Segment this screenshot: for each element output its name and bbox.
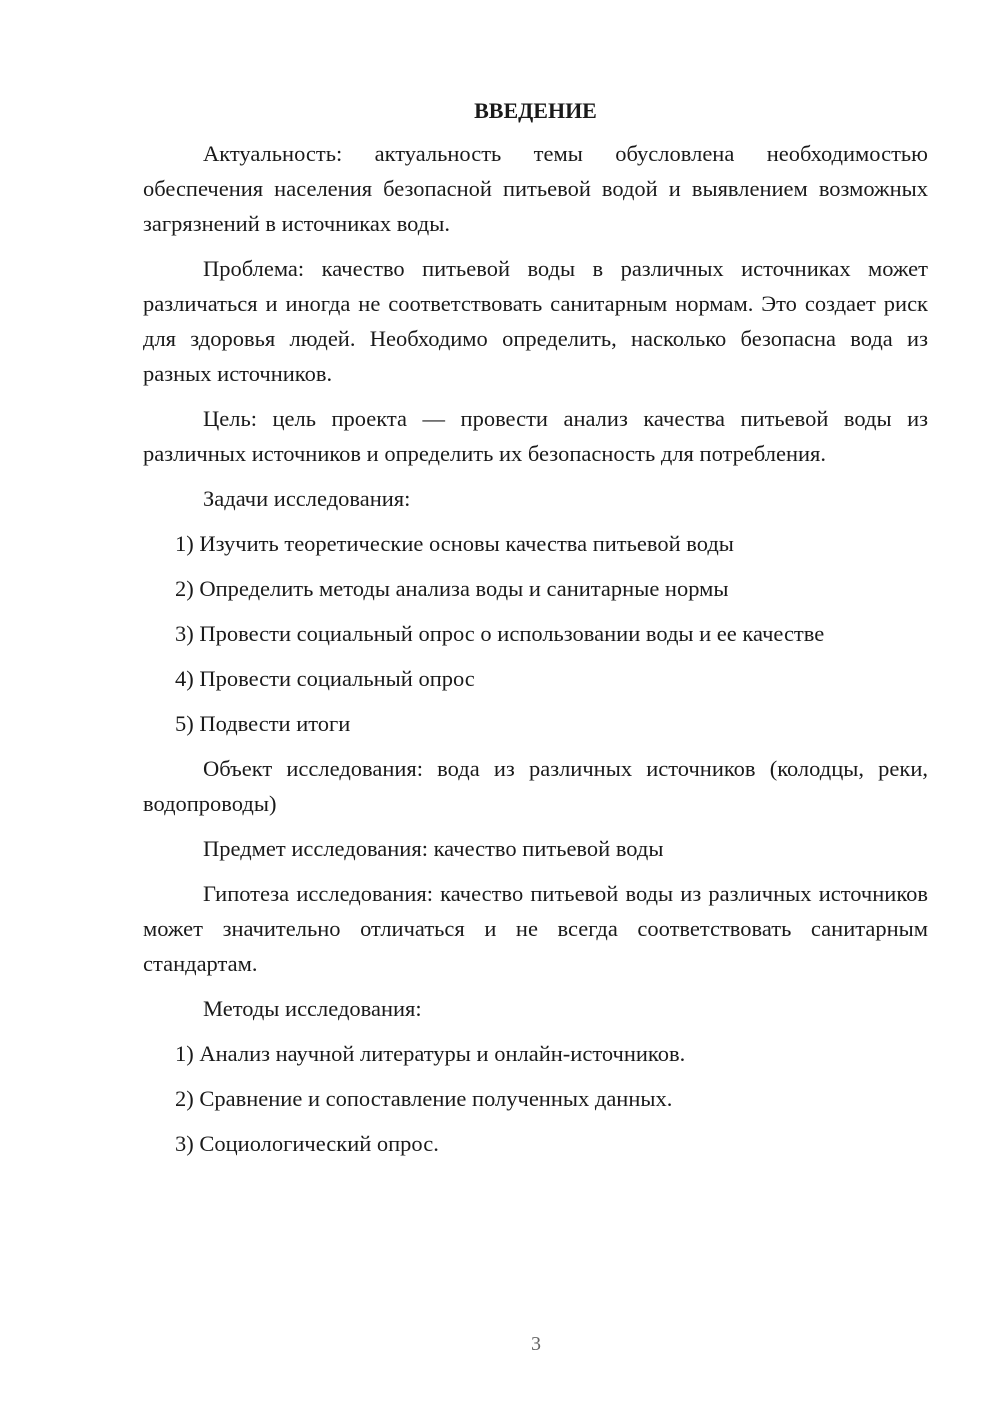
methods-heading: Методы исследования:	[203, 996, 422, 1021]
method-item: 2) Сравнение и сопоставление полученных данных.	[175, 1086, 673, 1111]
task-item: 1) Изучить теоретические основы качества питьевой воды	[175, 531, 734, 556]
task-item: 2) Определить методы анализа воды и санитарные нормы	[175, 576, 729, 601]
tasks-list	[143, 526, 928, 741]
task-item: 5) Подвести итоги	[175, 711, 351, 736]
object-paragraph: Объект исследования: вода из различных источников (колодцы, реки, водопроводы)	[143, 756, 928, 816]
task-item: 4) Провести социальный опрос	[175, 666, 475, 691]
hypothesis-paragraph: Гипотеза исследования: качество питьевой воды из различных источников может значительно отличаться и не всегда соответствовать санитарным стандартам.	[143, 881, 928, 976]
method-item: 1) Анализ научной литературы и онлайн-источников.	[175, 1041, 686, 1066]
methods-list	[143, 1036, 928, 1161]
relevance-paragraph: Актуальность: актуальность темы обусловлена необходимостью обеспечения населения безопасной питьевой водой и выявлением возможных загрязнений в источниках воды.	[143, 141, 928, 236]
task-item: 3) Провести социальный опрос о использовании воды и ее качестве	[175, 621, 825, 646]
subject-paragraph: Предмет исследования: качество питьевой воды	[203, 836, 664, 861]
section-title: ВВЕДЕНИЕ	[474, 98, 597, 123]
document-page	[143, 96, 928, 1171]
goal-paragraph: Цель: цель проекта — провести анализ качества питьевой воды из различных источников и определить их безопасность для потребления.	[143, 406, 928, 466]
tasks-heading: Задачи исследования:	[203, 486, 411, 511]
method-item: 3) Социологический опрос.	[175, 1131, 439, 1156]
problem-paragraph: Проблема: качество питьевой воды в различных источниках может различаться и иногда не соответствовать санитарным нормам. Это создает риск для здоровья людей. Необходимо определить, насколько безопасна вода из разных источников.	[143, 256, 928, 386]
page-number: 3	[531, 1333, 541, 1355]
